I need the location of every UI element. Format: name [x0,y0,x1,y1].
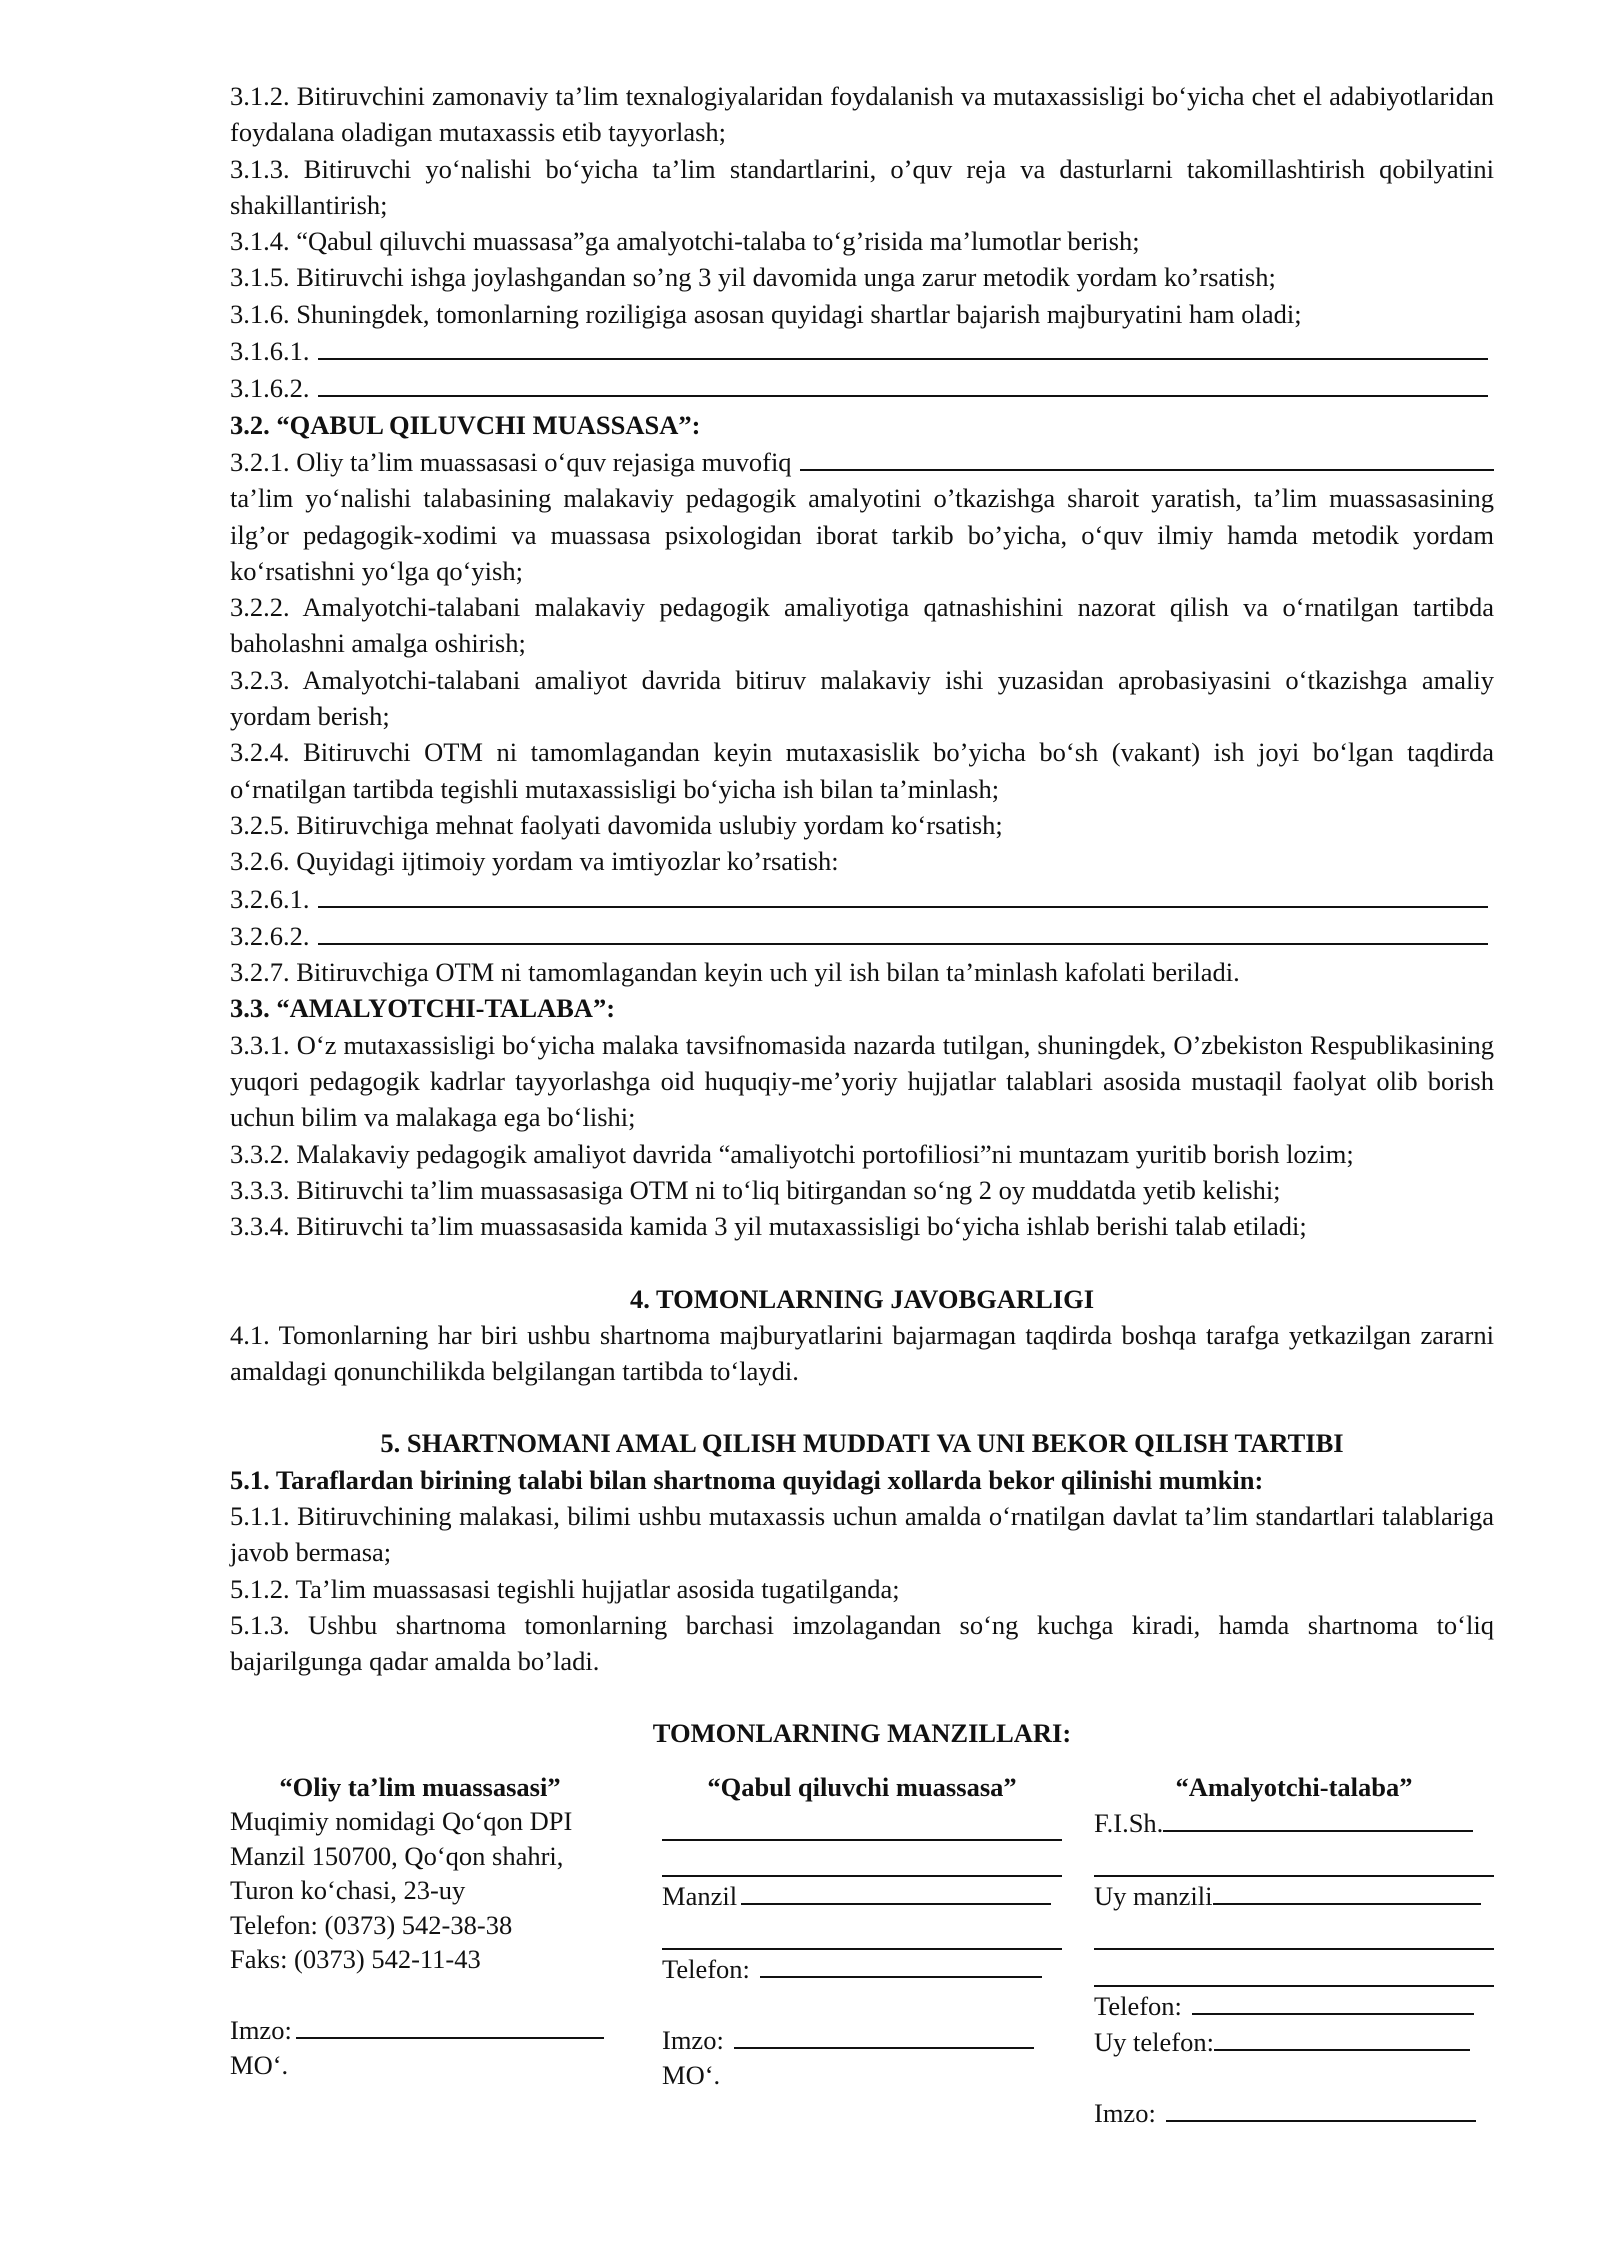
clause-label: 3.2.6.1. [230,883,310,914]
blank-line[interactable] [734,2021,1034,2049]
party-qabul [662,1770,1094,2131]
clause-3-1-6-2[interactable] [230,369,1488,406]
clause-3-1-4: 3.1.4. “Qabul qiluvchi muassasa”ga amalyotchi-talaba to‘g’risida ma’lumotlar berish; [230,226,1140,257]
clause-3-2-2: 3.2.2. Amalyotchi-talabani malakaviy pedagogik amaliyotiga qatnashishini nazorat qilish va o‘rnatilgan tartibda baholashni amalga oshirish; [230,592,1494,659]
heading-5: 5. SHARTNOMANI AMAL QILISH MUDDATI VA UNI BEKOR QILISH TARTIBI [380,1428,1344,1459]
clause-3-1-6: 3.1.6. Shuningdek, tomonlarning roziligiga asosan quyidagi shartlar bajarish majburyatini ham oladi; [230,298,1302,329]
blank-line[interactable] [1166,2094,1476,2122]
clause-3-3-4: 3.3.4. Bitiruvchi ta’lim muassasasida kamida 3 yil mutaxassisligi bo‘yicha ishlab berishi talab etiladi; [230,1211,1307,1242]
clause-3-2-6: 3.2.6. Quyidagi ijtimoiy yordam va imtiyozlar ko’rsatish: [230,846,839,877]
party-talaba [1094,1770,1494,2131]
blank-line[interactable] [1094,1950,1494,1987]
field-label: Imzo: [662,2025,724,2056]
blank-line[interactable] [1192,1987,1474,2015]
heading-3-3: 3.3. “AMALYOTCHI-TALABA”: [230,993,616,1024]
blank-line[interactable] [318,369,1489,397]
signature-field[interactable] [662,2021,1094,2058]
clause-3-2-7: 3.2.7. Bitiruvchiga OTM ni tamomlagandan keyin uch yil ish bilan ta’minlash kafolati beriladi. [230,957,1240,988]
blank-line[interactable] [318,332,1489,360]
clause-5-1-3: 5.1.3. Ushbu shartnoma tomonlarning barchasi imzolagandan so‘ng kuchga kiradi, hamda shartnoma to‘liq bajarilgunga qadar amalda bo’ladi. [230,1609,1494,1677]
blank-line[interactable] [318,880,1489,908]
clause-3-1-3: 3.1.3. Bitiruvchi yo‘nalishi bo‘yicha ta’lim standartlarini, o’quv reja va dasturlarni takomillashtirish qobilyatini shakillantirish; [230,153,1494,220]
blank-line[interactable] [741,1877,1051,1905]
clause-label: 3.2.1. Oliy ta’lim muassasasi o‘quv rejasiga muvofiq [230,446,792,477]
clause-3-1-6-1[interactable] [230,332,1488,369]
signature-block [230,1770,1494,2131]
heading-4: 4. TOMONLARNING JAVOBGARLIGI [629,1283,1095,1314]
phone-field[interactable] [1094,1987,1494,2024]
clause-4-1: 4.1. Tomonlarning har biri ushbu shartnoma majburyatlarini bajarmagan taqdirda boshqa tarafga yetkazilgan zararni amaldagi qonunchilikda belgilangan tartibda to‘laydi. [230,1319,1494,1387]
name-field[interactable] [1094,1804,1494,1841]
blank-line[interactable] [662,1914,1062,1951]
party-line: Turon ko‘chasi, 23-uy [230,1875,466,1906]
blank-line[interactable] [662,1841,1062,1878]
blank-line[interactable] [1163,1804,1473,1832]
blank-line[interactable] [1213,1877,1481,1905]
blank-line[interactable] [1094,1914,1494,1951]
field-label: Manzil [662,1881,738,1912]
blank-line[interactable] [1214,2023,1470,2051]
signature-field[interactable] [230,2011,662,2048]
clause-3-3-1: 3.3.1. O‘z mutaxassisligi bo‘yicha malaka tavsifnomasida nazarda tutilgan, shuningdek, O’zbekiston Respublikasining yuqori pedagogik kadrlar tayyorlashga oid huquqiy-me’yoriy hujjatlar talablari asosida mustaqil faolyat olib borish uchun bilim va malakaga ega bo‘lishi; [230,1029,1494,1133]
party-heading: “Qabul qiluvchi muassasa” [707,1771,1017,1802]
home-address-field[interactable] [1094,1877,1494,1914]
field-label: Uy telefon: [1094,2027,1214,2058]
home-phone-field[interactable] [1094,2023,1494,2060]
blank-line[interactable] [800,443,1494,471]
field-label: F.I.Sh. [1094,1808,1164,1839]
party-line: Faks: (0373) 542-11-43 [230,1944,481,1975]
clause-label: 3.1.6.2. [230,373,310,404]
blank-line[interactable] [296,2011,604,2039]
clause-label: 3.1.6.1. [230,336,310,367]
clause-5-1-1: 5.1.1. Bitiruvchining malakasi, bilimi ushbu mutaxassis uchun amalda o‘rnatilgan davlat ta’lim standartlari talablariga javob bermasa; [230,1500,1494,1568]
party-heading: “Amalyotchi-talaba” [1175,1771,1413,1802]
phone-field[interactable] [662,1950,1094,1987]
blank-line[interactable] [1094,1841,1494,1878]
stamp-label: MO‘. [230,2049,289,2080]
heading-5-1: 5.1. Taraflardan birining talabi bilan shartnoma quyidagi xollarda bekor qilinishi mumkin: [230,1464,1264,1495]
field-label: Telefon: [1094,1990,1182,2021]
clause-3-2-6-2[interactable] [230,917,1488,954]
field-label: Uy manzili [1094,1881,1213,1912]
clause-3-2-3: 3.2.3. Amalyotchi-talabani amaliyot davrida bitiruv malakaviy ishi yuzasidan aprobasiyasini o‘tkazishga amaliy yordam berish; [230,664,1494,732]
document-page [230,78,1494,2131]
field-label: Imzo: [1094,2098,1156,2129]
clause-label: 3.2.6.2. [230,920,310,951]
party-oliy [230,1770,662,2131]
party-line: Manzil 150700, Qo‘qon shahri, [230,1840,564,1871]
party-line: Telefon: (0373) 542-38-38 [230,1909,513,1940]
stamp-label: MO‘. [662,2059,721,2090]
clause-5-1-2: 5.1.2. Ta’lim muassasasi tegishli hujjatlar asosida tugatilganda; [230,1573,900,1604]
clause-3-1-2: 3.1.2. Bitiruvchini zamonaviy ta’lim texnalogiyalaridan foydalanish va mutaxassisligi bo‘yicha chet el adabiyotlaridan foydalana oladigan mutaxassis etib tayyorlash; [230,81,1494,148]
heading-3-2: 3.2. “QABUL QILUVCHI MUASSASA”: [230,409,701,440]
field-label: Telefon: [662,1954,750,1985]
clause-3-2-4: 3.2.4. Bitiruvchi OTM ni tamomlagandan keyin mutaxasislik bo’yicha bo‘sh (vakant) ish joyi bo‘lgan taqdirda o‘rnatilgan tartibda tegishli mutaxassisligi bo‘yicha ish bilan ta’minlash; [230,737,1494,804]
clause-3-3-3: 3.3.3. Bitiruvchi ta’lim muassasasiga OTM ni to‘liq bitirgandan so‘ng 2 oy muddatda yetib kelishi; [230,1174,1281,1205]
address-field[interactable] [662,1877,1094,1914]
heading-addresses: TOMONLARNING MANZILLARI: [652,1718,1072,1749]
signature-field[interactable] [1094,2094,1494,2131]
field-label: Imzo: [230,2015,292,2046]
party-heading: “Oliy ta’lim muassasasi” [279,1771,561,1802]
clause-3-2-1-body: ta’lim yo‘nalishi talabasining malakaviy pedagogik amalyotini o’tkazishga sharoit yaratish, ta’lim muassasasining ilg’or pedagogik-xodimi va muassasa psixologidan iborat tarkib bo’yicha, o‘quv ilmiy hamda metodik yordam ko‘rsatishni yo‘lga qo‘yish; [230,483,1494,586]
clause-3-2-6-1[interactable] [230,880,1488,917]
blank-line[interactable] [318,917,1489,945]
blank-line[interactable] [760,1950,1042,1978]
clause-3-1-5: 3.1.5. Bitiruvchi ishga joylashgandan so’ng 3 yil davomida unga zarur metodik yordam ko’rsatish; [230,262,1276,293]
clause-3-2-1-line[interactable] [230,443,1494,480]
clause-3-2-5: 3.2.5. Bitiruvchiga mehnat faolyati davomida uslubiy yordam ko‘rsatish; [230,809,1003,840]
blank-line[interactable] [662,1804,1062,1841]
clause-3-3-2: 3.3.2. Malakaviy pedagogik amaliyot davrida “amaliyotchi portofiliosi”ni muntazam yuritib borish lozim; [230,1138,1354,1169]
party-line: Muqimiy nomidagi Qo‘qon DPI [230,1806,573,1837]
